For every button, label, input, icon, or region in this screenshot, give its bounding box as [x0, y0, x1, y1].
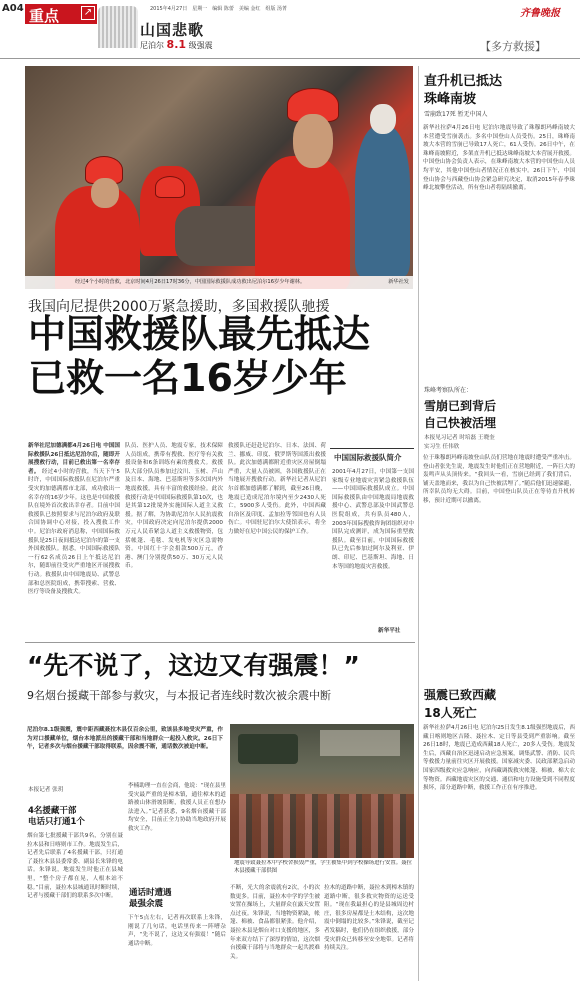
second-col2-text: 李楠助理一直在会商，他说：“现在县里受灾最严重的是樟木镇，通往樟木的道路被山体滑坡阻断，救援人员正在想办法进入。”记者获悉，9名烟台援藏干部均安全，目前正全力协助当地政府开展救灾工作。: [128, 783, 226, 832]
banner-title: 山国悲歌: [140, 21, 205, 39]
right-top-subtitle: 雪崩致17死 暂无中国人: [424, 111, 488, 118]
arrow-icon: ↗: [81, 6, 95, 20]
banner-quake: 级强震: [188, 41, 213, 50]
right-mid-title-2: 自己快被活埋: [424, 416, 497, 430]
brand-logo: 齐鲁晚报: [520, 8, 560, 19]
photo-caption: [25, 276, 413, 289]
right-mid-title-1: 雪崩已到背后: [424, 399, 497, 413]
right-mid-bylines: 本报见习记者 时培磊 王晓奎 实习生 任伟欣: [424, 435, 495, 450]
rescue-photo: [25, 66, 413, 289]
right-column-divider: [418, 66, 419, 981]
page-header: [0, 0, 580, 58]
team-intro-text: 2001年4月27日，中国第一支国家级专业地震灾害紧急救援队伍——中国国际救援队成立。中国国际救援队由中国地震局地震救援中心、武警总部及中国武警总医院组成，共有队员480人，2003年国际搜救咨询团组织对中国队完成测评，成为国际重型救援队。截至目前，中国国际救援队已先后参加过阿尔及利亚、伊朗、印尼、巴基斯坦、海地、日本等国的地震灾害救援。: [332, 469, 414, 570]
right-bottom-title-1: 强震已致西藏: [424, 688, 497, 702]
main-headline-2: 已救一名16岁少年: [28, 356, 347, 400]
second-col1-text: 烟台第七批援藏干部共9名，分别在聂拉木县和日喀则市工作。地震发生后，记者先后联系了4名援藏干部，只打通了聂拉木县县委常委、副县长朱锋的电话。朱锋说，地震发生时他正在县城里，“整个房子都在晃，人根本站不稳。”目前，聂拉木县城通讯时断时续，记者与援藏干部们的联系多次中断。: [27, 833, 123, 900]
right-bottom-text: 新华社拉萨4月26日电 尼泊尔25日发生8.1级强烈地震后，西藏日喀则地区吉隆、聂拉木、定日等县受到严重影响。截至26日18时，地震已造成西藏18人死亡，20多人受伤。地震发生后，西藏自治区迅速启动应急预案，调集武警、消防、民兵等救援力量前往灾区开展救援。国家减灾委、民政部紧急启动国家四级救灾应急响应，向西藏调拨救灾帐篷、棉被、棉大衣等物资。西藏地震灾区的交通、通信和电力设施受到不同程度损坏，部分道路中断，救援工作正在有序推进。: [423, 725, 575, 792]
second-lead: 尼泊尔8.1级强震，震中距西藏聂拉木县仅百余公里，致该县多地受灾严重，作为对口援藏单位，烟台本地派出的援藏干部和当地群众一起投入救灾。26日下午，记者多次与烟台援藏干部取得联系，因余震不断，通话数次被迫中断。: [27, 727, 223, 751]
second-col3-text: 不断，光大的余震就有2次，小的次数更多。目前，聂拉木中学的学生被安置在操场上，大量群众在露天安置点过夜。朱锋说，当地物资紧缺，帐篷、棉被、食品都很紧张。他介绍，聂拉木县是烟台对口支援的地区，多年来双方结下了深厚的情谊，这次烟台援藏干部将与当地群众一起共渡难关。: [230, 885, 320, 960]
second-subhead: 9名烟台援藏干部参与救灾，与本报记者连线时数次被余震中断: [27, 689, 331, 702]
second-byline: 本报记者 张玥: [28, 787, 64, 793]
section-label: 重点: [29, 7, 60, 25]
main-lead: 新华社尼加德满都4月26日电 中国国际救援队26日抵达尼泊尔后，随即开展搜救行动，目前已救出第一名幸存者。: [28, 443, 120, 475]
sidebar-rule: [330, 448, 414, 449]
banner-ruins-graphic: [98, 6, 138, 48]
column-tag: 【多方救援】: [480, 40, 546, 53]
section-tag: [25, 4, 97, 24]
main-headline-1: 中国救援队最先抵达: [28, 312, 371, 356]
date-line: 2015年4月27日 星期一 编辑 陈蕾 美编 金红 组版 汤菁: [150, 6, 288, 12]
main-col-3: 救援队还赶赴尼泊尔、日本、法国、荷兰、挪威、印度、俄罗斯等国派出救援队。此次加德满都附近重灾区房屋倒塌严重，大量人员被困，各国救援队正在当地展开搜救行动。新华社记者从尼泊尔首都加德满都了解到，截至26日晚，地震已造成尼泊尔境内至少2430人死亡，5900多人受伤。此外，中国西藏自治区及印度、孟加拉等邻国也有人员伤亡。中国驻尼泊尔大使馆表示，将全力做好在尼中国公民的保护工作。: [228, 443, 326, 535]
right-top-text: 新华社拉萨4月26日电 尼泊尔地震导致了珠穆朗玛峰南坡大本营遭受雪崩袭击。多名中国登山人员受伤。25日，珠峰南坡大本营的雪崩已导致17人死亡，61人受伤。26日中午，在珠峰南坡附近，多架直升机已抵达珠峰南坡大本营展开救援。中国登山协会负责人表示，在珠峰南坡大本营的中国登山人员均平安，其他中国登山者情况正在核实中。26日下午，中国登山协会与西藏登山协会紧急研究决定，取消2015年春季珠峰北坡攀登活动，所有登山者将陆续撤离。: [423, 125, 575, 192]
school-photo-caption: 地震导致聂拉木中学校舍损毁严重，学生被集中到学校操场进行安置。聂拉木县援藏干部供图: [234, 860, 412, 874]
right-top-title-1: 直升机已抵达: [424, 74, 503, 89]
team-intro-title: 中国国际救援队简介: [334, 453, 402, 462]
second-headline: “先不说了，这边又有强震！”: [27, 651, 360, 680]
right-mid-kicker: 珠峰考察队所在：: [424, 387, 473, 394]
banner-subtitle: [140, 38, 213, 51]
second-col4-text: 拉木的道路中断，聂拉木到樟木镇的道路中断，很多救灾物资的运送受阻。“现在我最担心的是县城周边村庄，很多房屋都是土木结构，这次地震中倒塌的比较多。”朱锋说，截至记者发稿时，他们仍在组织救援，部分受灾群众已转移至安全地带。记者将持续关注。: [324, 885, 414, 952]
right-top-title-2: 珠峰南坡: [424, 92, 477, 107]
right-mid-text: 位于珠穆朗玛峰南坡登山队员们营地在地震时遭受严重冲击。登山者张先生说，地震发生时他们正在营地附近，一阵巨大的轰鸣声从头顶传来。“我回头一看，雪崩已经到了我们背后，铺天盖地而来，我以为自己快被活埋了。”随后他们迅速躲避，所幸队员均无大碍。目前，中国登山队员正在等待直升机转移，预计近期可以撤离。: [423, 455, 575, 504]
school-photo: [230, 724, 414, 858]
header-divider: [0, 58, 580, 59]
main-col-1-text: 经过4小时的营救，当天下午5时许，中国国际救援队在尼泊尔严重受灾的加德满都市北部，成功救出一名幸存的16岁少年。这也是中国救援队在境外首次救出幸存者。目前中国救援队已按照要求与尼泊尔政府及联合国协调中心对接，投入搜救工作中。尼泊尔政府消息称，中国国际救援队是25日夜间抵达尼泊尔的第一支外国救援队。据悉，中国国际救援队一行62名成员26日上午抵达尼泊尔，随即前往受灾严重地区开展搜救行动。救援队由中国地震局、武警总部和总医院组成，携带搜索、营救、医疗等设备及搜救犬。: [28, 468, 120, 596]
photo-caption-text: 经过4个小时的营救，北京时间4月26日17时36分，中国国际救援队成功救出尼泊尔16岁少年谢林。: [75, 279, 306, 285]
second-col1-title: 4名援藏干部 电话只打通1个: [28, 806, 85, 827]
second-col2-text2: 下午5点左右，记者再次联系上朱锋，刚说了几句话，电话里传来一阵嘈杂声，“先不说了，这边又有强震！”随后通话中断。: [128, 915, 226, 947]
main-col-1: [28, 442, 120, 635]
banner-country: 尼泊尔: [140, 41, 164, 50]
banner-magnitude: 8.1: [166, 38, 187, 51]
second-story-rule: [25, 642, 415, 643]
main-col-2: 队员、医护人员、地震专家，技术保障人员组成，携带有搜救、医疗等有关救援设备和6条训练有素的搜救犬。救援队大部分队员参加过汶川、玉树、芦山及日本、海地、巴基斯坦等多次国内外地震救援，具有丰富的救援经验。此次救援行动是中国国际救援队第10次，也是其第12批境外实施国际人道主义救援。据了解，为协助尼泊尔人民抗震救灾，中国政府决定向尼泊尔提供2000万元人民币紧急人道主义救援物资，包括帐篷、毛毯、发电机等灾区急需物资。中国红十字会捐款500万元，香港、澳门分别提供50万、30万元人民币。: [125, 443, 223, 570]
main-kicker: 我国向尼提供2000万紧急援助，多国救援队驰援: [28, 299, 330, 315]
right-bottom-title-2: 18人死亡: [424, 706, 477, 720]
main-byline: 新华平社: [378, 628, 401, 634]
second-col2-title: 通话时遭遇 最强余震: [129, 888, 172, 909]
page-number: A04: [2, 3, 24, 14]
photo-credit: 新华社发: [388, 279, 409, 285]
